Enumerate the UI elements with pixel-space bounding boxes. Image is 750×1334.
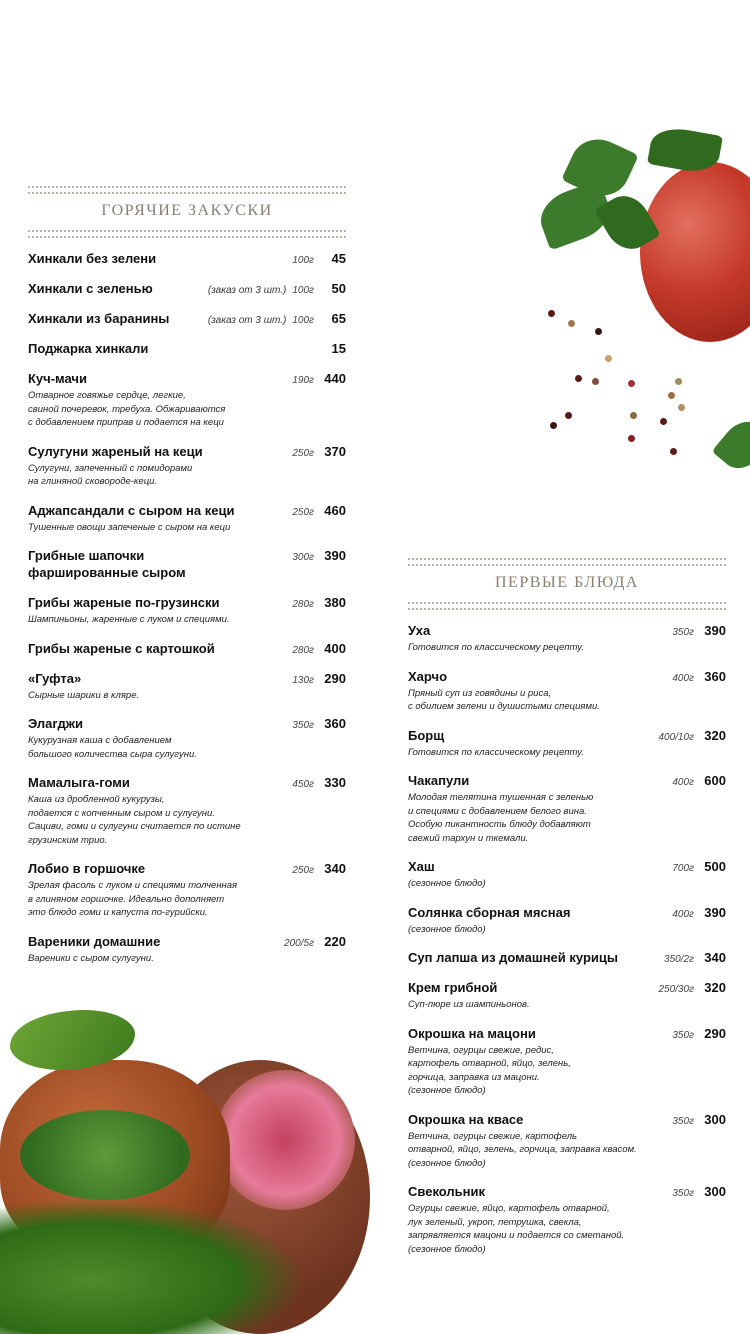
menu-item	[408, 858, 726, 891]
item-name: Суп лапша из домашней курицы	[408, 950, 618, 965]
item-description: Сырные шарики в кляре.	[28, 689, 140, 701]
item-price: 50	[331, 281, 346, 296]
menu-item	[408, 1025, 726, 1098]
item-price: 15	[331, 341, 346, 356]
item-name: Грибные шапочки фаршированные сыром	[28, 548, 186, 580]
item-name: Хинкали с зеленью	[28, 281, 153, 296]
item-price: 360	[324, 716, 346, 731]
item-description: Пряный суп из говядины и риса, с обилием зелени и душистыми специями.	[408, 687, 600, 712]
divider	[28, 230, 346, 238]
item-price: 390	[704, 623, 726, 638]
item-weight: 400г	[672, 908, 694, 920]
item-name: Вареники домашние	[28, 933, 161, 949]
menu-list	[28, 250, 346, 965]
item-weight: 100г	[292, 315, 314, 326]
menu-item	[28, 310, 346, 327]
item-weight: 250г	[292, 865, 314, 876]
item-name: Куч-мачи	[28, 371, 87, 386]
item-weight: 350/2г	[664, 954, 694, 965]
item-price: 600	[704, 773, 726, 788]
item-weight: 350г	[292, 720, 314, 731]
item-price: 45	[331, 251, 346, 266]
menu-item	[408, 904, 726, 937]
item-price: 330	[324, 775, 346, 790]
menu-item	[28, 640, 346, 657]
menu-item	[408, 949, 726, 966]
menu-list	[408, 622, 726, 1256]
item-name: Чакапули	[408, 773, 470, 788]
menu-item	[408, 1183, 726, 1256]
item-name: «Гуфта»	[28, 670, 82, 686]
menu-item	[28, 933, 346, 966]
item-note: (заказ от 3 шт.)	[207, 315, 287, 326]
item-description: Огурцы свежие, яйцо, картофель отварной, лук зеленый, укроп, петрушка, свекла, запрявляется мацони и подается со сметаной. (сезонное блюдо)	[408, 1203, 625, 1255]
divider	[28, 186, 346, 194]
item-price: 370	[324, 443, 346, 459]
item-weight: 200/5г	[284, 937, 314, 949]
item-weight: 130г	[292, 674, 314, 686]
item-note: (заказ от 3 шт.)	[207, 285, 287, 296]
peppercorns-icon	[540, 300, 700, 460]
item-name: Солянка сборная мясная	[408, 904, 571, 920]
item-name: Окрошка на мацони	[408, 1025, 536, 1041]
item-name: Крем грибной	[408, 980, 498, 995]
item-weight: 700г	[672, 863, 694, 874]
menu-item	[28, 370, 346, 430]
item-name: Аджапсандали с сыром на кеци	[28, 502, 235, 518]
menu-item	[408, 622, 726, 655]
item-weight: 280г	[292, 599, 314, 610]
parsley-icon	[718, 400, 750, 500]
menu-item	[28, 715, 346, 761]
item-name: Уха	[408, 623, 431, 638]
item-price: 340	[324, 861, 346, 876]
item-weight: 400г	[672, 777, 694, 788]
menu-item	[28, 250, 346, 267]
menu-item	[28, 340, 346, 357]
item-price: 390	[704, 904, 726, 920]
item-weight: 450г	[292, 779, 314, 790]
item-name: Грибы жареные по-грузински	[28, 595, 220, 610]
item-price: 290	[324, 670, 346, 686]
menu-item	[28, 502, 346, 535]
item-name: Хинкали без зелени	[28, 251, 157, 266]
arugula-icon	[0, 1200, 300, 1334]
item-weight: 250/30г	[658, 984, 694, 995]
menu-item	[408, 772, 726, 845]
item-weight: 100г	[292, 255, 314, 266]
first-courses-section	[408, 558, 726, 1269]
item-description: Ветчина, огурцы свежие, редис, картофель отварной, яйцо, зелень, горчица, заправка из мацони. (сезонное блюдо)	[408, 1044, 571, 1096]
item-description: Тушенные овощи запеченые с сыром на кеци	[28, 521, 231, 533]
menu-item	[28, 670, 346, 703]
item-name: Мамалыга-гоми	[28, 775, 130, 790]
item-description: Вареники с сыром сулугуни.	[28, 952, 154, 964]
parsley-icon	[530, 130, 670, 280]
item-weight: 350г	[672, 1188, 694, 1199]
item-weight: 280г	[292, 644, 314, 656]
menu-item	[28, 774, 346, 847]
item-description: (сезонное блюдо)	[408, 923, 486, 935]
item-name: Хинкали из баранины	[28, 311, 170, 326]
item-name: Поджарка хинкали	[28, 341, 149, 356]
item-weight: 400г	[672, 672, 694, 684]
section-title: ПЕРВЫЕ БЛЮДА	[495, 574, 639, 591]
item-weight: 350г	[672, 1029, 694, 1041]
item-description: Ветчина, огурцы свежие, картофель отварной, яйцо, зелень, горчица, заправка квасом. (сезонное блюдо)	[408, 1130, 637, 1169]
menu-item	[28, 280, 346, 297]
item-price: 460	[324, 502, 346, 518]
item-description: Готовится по классическому рецепту.	[408, 746, 584, 758]
item-name: Лобио в горшочке	[28, 861, 146, 876]
item-weight: 250г	[292, 506, 314, 518]
item-weight: 400/10г	[658, 731, 694, 743]
menu-item	[408, 727, 726, 760]
menu-item	[28, 547, 346, 581]
item-description: Молодая телятина тушенная с зеленью и специями с добавлением белого вина. Особую пикантность блюду добавляют свежий тархун и ткемали.	[408, 792, 594, 844]
item-name: Хаш	[408, 859, 435, 874]
item-price: 380	[324, 595, 346, 610]
item-description: Суп-пюре из шампиньонов.	[408, 999, 530, 1010]
item-description: Сулугуни, запеченный с помидорами на глиняной сковороде-кеци.	[28, 462, 193, 487]
divider	[408, 602, 726, 610]
item-name: Свекольник	[408, 1184, 485, 1199]
item-weight: 350г	[672, 627, 694, 638]
menu-item	[28, 443, 346, 489]
menu-item	[28, 594, 346, 627]
item-description: Зрелая фасоль с луком и специями толченная в глиняном горшочке. Идеально дополняет это блюдо гоми и капуста по-гурийски.	[28, 880, 238, 918]
item-price: 500	[704, 859, 726, 874]
item-price: 400	[324, 640, 346, 656]
item-price: 300	[704, 1111, 726, 1127]
menu-item	[408, 979, 726, 1012]
item-weight: 100г	[292, 285, 314, 296]
item-price: 220	[324, 933, 346, 949]
item-description: Готовится по классическому рецепту.	[408, 642, 584, 653]
item-price: 65	[331, 311, 346, 326]
item-price: 390	[324, 548, 346, 563]
menu-item	[408, 1111, 726, 1171]
item-weight: 250г	[292, 447, 314, 459]
item-name: Окрошка на квасе	[408, 1111, 524, 1127]
menu-item	[408, 668, 726, 714]
item-description: Кукурузная каша с добавлением большого количества сыра сулугуни.	[28, 735, 197, 760]
item-price: 440	[324, 371, 346, 386]
item-description: (сезонное блюдо)	[408, 878, 486, 889]
item-description: Шампиньоны, жаренные с луком и специями.	[28, 614, 230, 625]
menu-item	[28, 860, 346, 920]
item-description: Каша из дробленной кукурузы, подается с копченным сыром и сулугуни. Сациви, гоми и сулугуни считается по истине грузинским трио.	[28, 794, 241, 846]
item-name: Элarджи	[28, 716, 83, 731]
item-weight: 350г	[672, 1115, 694, 1127]
item-price: 290	[704, 1025, 726, 1041]
item-price: 320	[704, 727, 726, 743]
item-name: Борщ	[408, 727, 445, 743]
item-price: 300	[704, 1184, 726, 1199]
item-weight: 190г	[292, 375, 314, 386]
cilantro-icon	[20, 1110, 190, 1200]
item-price: 360	[704, 668, 726, 684]
item-weight: 300г	[292, 552, 314, 563]
item-price: 320	[704, 980, 726, 995]
item-description: Отварное говяжье сердце, легкие, свиной почеревок, требуха. Обжариваются с добавлением приправ и подается на кеци	[28, 390, 226, 428]
divider	[408, 558, 726, 566]
pickled-cabbage-icon	[215, 1070, 355, 1210]
item-name: Харчо	[408, 668, 448, 684]
item-name: Сулугуни жареный на кеци	[28, 443, 203, 459]
item-name: Грибы жареные с картошкой	[28, 640, 215, 656]
hot-appetizers-section	[28, 186, 346, 978]
section-title: ГОРЯЧИЕ ЗАКУСКИ	[101, 202, 273, 219]
item-price: 340	[704, 950, 726, 965]
